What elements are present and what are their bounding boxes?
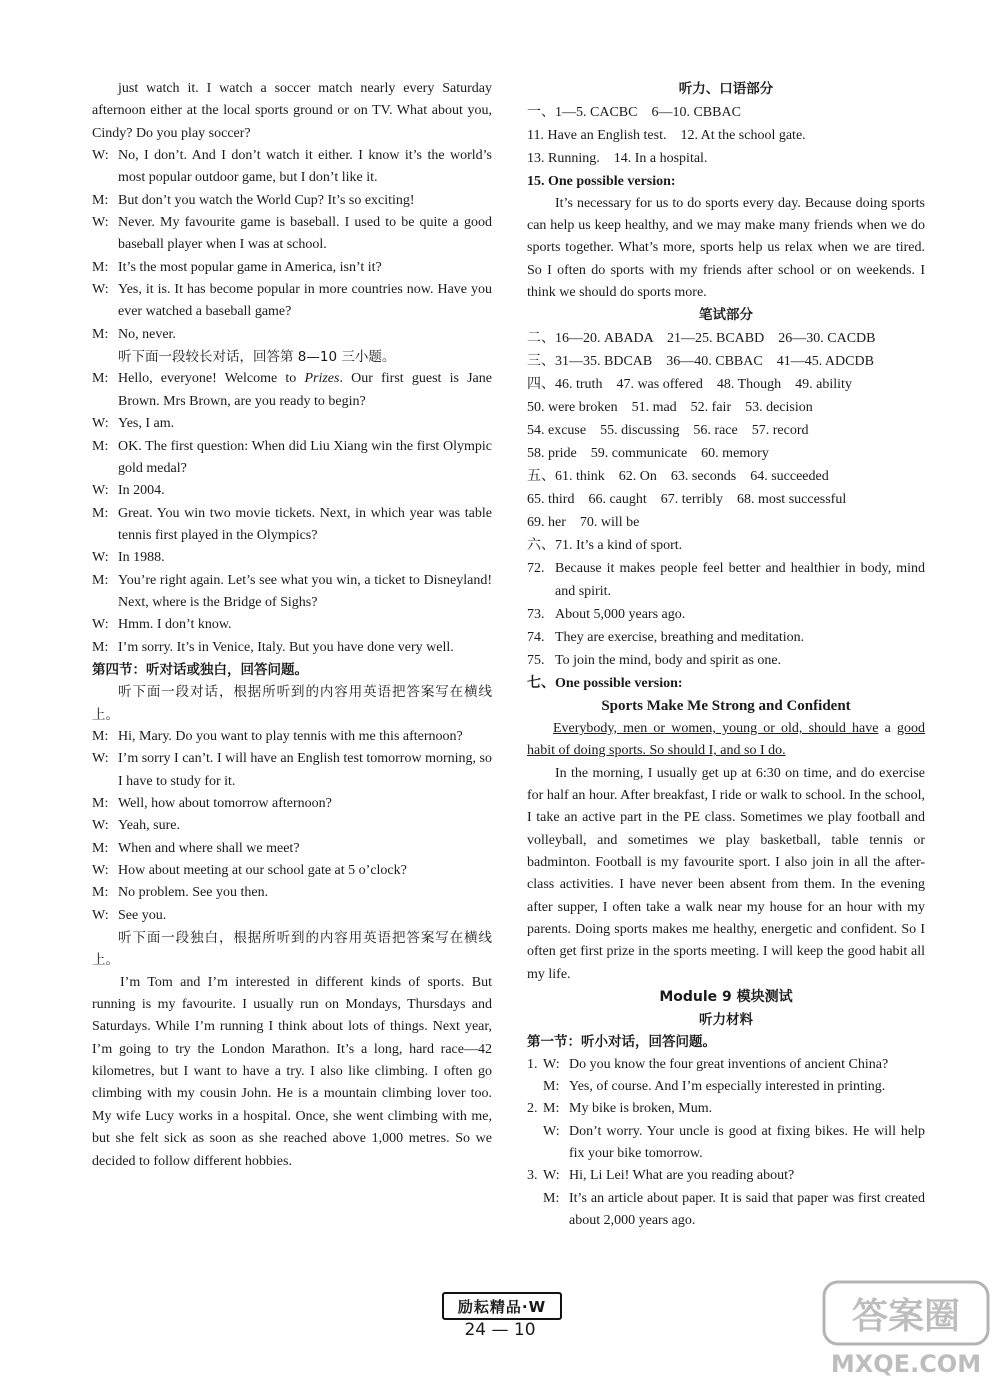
essay-title: Sports Make Me Strong and Confident — [601, 697, 851, 714]
answer-number: 73. — [527, 606, 545, 622]
show-name: Prizes — [304, 371, 340, 387]
monologue: I’m Tom and I’m interested in different kinds of sports. But running is my favourite. I usually run on Mondays, Thursdays and Saturdays. While I’m running I think about lots of things. Next year, I’m going to try the London Marathon. It’s a long, hard race—42 kilometres, but I want to have a try. I also like climbing. I often go climbing with my cousin John. He is a mountain climbing lover too. My wife Lucy works in a hospital. Once, she went climbing with me, but she felt sick as soon as she reached above 1,000 metres. So we decided to follow different hobbies. — [92, 974, 492, 1169]
speaker: M: — [92, 326, 109, 342]
dialogue-line — [92, 257, 492, 279]
answer-item — [527, 649, 925, 672]
answers-listening — [527, 101, 925, 170]
right-column — [527, 78, 925, 1232]
dialogue-line — [92, 614, 492, 636]
speaker: M: — [92, 840, 109, 856]
line-text: Yes, it is. It has become popular in more countries now. Have you ever watched a baseball game? — [118, 282, 492, 320]
module-title: Module 9 模块测试 — [659, 989, 793, 1006]
answer-line: 四、46. truth 47. was offered 48. Though 49. ability — [527, 376, 852, 392]
answer-line: 58. pride 59. communicate 60. memory — [527, 445, 769, 461]
dialogue-number: 2. — [527, 1101, 538, 1117]
instruction-monologue: 听下面一段独白，根据所听到的内容用英语把答案写在横线上。 — [92, 930, 492, 969]
line-text: I’m sorry I can’t. I will have an English test tomorrow morning, so I have to study for it. — [118, 751, 492, 789]
answer-line: 69. her 70. will be — [527, 514, 640, 530]
answer-item — [527, 626, 925, 649]
short-dialogue-line — [527, 1121, 925, 1166]
speaker: M: — [92, 438, 109, 454]
line-text: How about meeting at our school gate at 5 o’clock? — [118, 863, 407, 879]
dialogue-line — [92, 637, 492, 659]
answer-line: 11. Have an English test. 12. At the school gate. — [527, 127, 806, 143]
dialogue-line — [92, 503, 492, 548]
speaker: W: — [92, 148, 109, 164]
short-dialogue-line — [527, 1098, 925, 1120]
answer-15-text: It’s necessary for us to do sports every day. Because doing sports can help us keep healthy, and we may make many friends when we do sports together. What’s more, sports help us relax when we are tired. So I often do sports with my friends after school or on weekends. I think we should do sports more. — [527, 195, 925, 300]
line-text: Hello, everyone! Welcome to Prizes. Our first guest is Jane Brown. Mrs Brown, are you ready to begin? — [118, 371, 492, 409]
speaker: M: — [92, 371, 109, 387]
short-dialogue-line — [527, 1165, 925, 1187]
speaker: M: — [92, 192, 109, 208]
line-text: Hi, Li Lei! What are you reading about? — [569, 1168, 795, 1184]
section-title-listening: 听力、口语部分 — [678, 81, 774, 97]
answer-line: 13. Running. 14. In a hospital. — [527, 150, 708, 166]
dialogue-line — [92, 726, 492, 748]
speaker: W: — [543, 1123, 560, 1139]
dialogue-line — [92, 279, 492, 324]
answer-item — [527, 557, 925, 603]
dialogue-line — [92, 838, 492, 860]
essay-body: In the morning, I usually get up at 6:30 on time, and do exercise for half an hour. After breakfast, I ride or walk to school. In the school, I take an active part in the PE class. Sometimes we play football and volleyball, and sometimes we play basketball, table tennis or badminton. Football is my favourite sport. I also join in all the after-class activities. I have never been absent from them. In the evening after supper, I often take a walk near my house for an hour with my parents. Doing sports makes me healthy, energetic and confident. So I often get first prize in the sports meeting. I will keep the good habit all my life. — [527, 765, 925, 982]
answer-text: Because it makes people feel better and healthier in body, mind and spirit. — [555, 560, 925, 599]
answer-text: About 5,000 years ago. — [555, 606, 686, 622]
dialogue-continuation: just watch it. I watch a soccer match nearly every Saturday afternoon either at the local sports ground or on TV. What about you, Cindy? Do you play soccer? — [92, 81, 492, 141]
dialogue-line — [92, 905, 492, 927]
speaker: W: — [92, 818, 109, 834]
speaker: W: — [92, 617, 109, 633]
answer-15-label: 15. One possible version: — [527, 173, 676, 189]
answer-line: 54. excuse 55. discussing 56. race 57. record — [527, 422, 809, 438]
instruction-dialogue: 听下面一段对话，根据所听到的内容用英语把答案写在横线上。 — [92, 684, 492, 723]
answer-text: They are exercise, breathing and meditation. — [555, 629, 805, 645]
line-text: I’m sorry. It’s in Venice, Italy. But you have done very well. — [118, 639, 454, 655]
dialogue-line — [92, 793, 492, 815]
line-text: OK. The first question: When did Liu Xiang win the first Olympic gold medal? — [118, 438, 492, 476]
section-title-written: 笔试部分 — [699, 307, 753, 324]
dialogue-line — [92, 324, 492, 346]
answer-number: 72. — [527, 560, 545, 576]
line-text: Don’t worry. Your uncle is good at fixing bikes. He will help fix your bike tomorrow. — [569, 1123, 925, 1161]
speaker: W: — [92, 550, 109, 566]
answers-written — [527, 327, 925, 557]
brand-box: 励耘精品·W — [442, 1292, 562, 1320]
dialogue-number: 3. — [527, 1168, 538, 1184]
dialogue-line — [92, 882, 492, 904]
speaker: M: — [92, 728, 109, 744]
speaker: M: — [92, 505, 109, 521]
dialogue-2 — [92, 413, 492, 659]
short-dialogue-line — [527, 1076, 925, 1098]
speaker: W: — [92, 416, 109, 432]
line-text: But don’t you watch the World Cup? It’s so exciting! — [118, 192, 415, 208]
line-text: It’s an article about paper. It is said that paper was first created about 2,000 years ago. — [569, 1190, 925, 1228]
line-text: You’re right again. Let’s see what you win, a ticket to Disneyland! Next, where is the Bridge of Sighs? — [118, 572, 492, 610]
left-column — [92, 78, 492, 1173]
instruction-8-10: 听下面一段较长对话，回答第 8—10 三小题。 — [118, 349, 396, 366]
line-text: Hi, Mary. Do you want to play tennis with me this afternoon? — [118, 728, 463, 744]
dialogue-line — [92, 815, 492, 837]
dialogue-line — [92, 748, 492, 793]
speaker: M: — [92, 639, 109, 655]
line-text: Yeah, sure. — [118, 818, 180, 834]
section-1-title: 第一节：听小对话，回答问题。 — [527, 1034, 716, 1051]
answer-line: 一、1—5. CACBC 6—10. CBBAC — [527, 104, 741, 120]
speaker: W: — [543, 1056, 560, 1072]
answer-item — [527, 603, 925, 626]
watermark-bottom-text: MXQE.COM — [830, 1350, 982, 1378]
line-text: No, never. — [118, 326, 176, 342]
short-dialogues — [527, 1054, 925, 1233]
line-text: My bike is broken, Mum. — [569, 1101, 713, 1117]
dialogue-line — [92, 190, 492, 212]
page-number: 24 — 10 — [464, 1320, 536, 1340]
line-text: Yes, I am. — [118, 416, 175, 432]
listening-material-title: 听力材料 — [699, 1011, 753, 1028]
line-text: No, I don’t. And I don’t watch it either. I know it’s the world’s most popular outdoor game, but I don’t like it. — [118, 148, 492, 186]
dialogue-3 — [92, 726, 492, 927]
line-text: Never. My favourite game is baseball. I used to be quite a good baseball player when I was at school. — [118, 215, 492, 253]
answer-line: 三、31—35. BDCAB 36—40. CBBAC 41—45. ADCDB — [527, 353, 874, 369]
speaker: M: — [92, 885, 109, 901]
dialogue-line — [92, 860, 492, 882]
answer-line: 65. third 66. caught 67. terribly 68. most successful — [527, 491, 847, 507]
watermark-top-text: 答案圈 — [851, 1296, 961, 1337]
short-dialogue-line — [527, 1188, 925, 1233]
dialogue-line — [92, 436, 492, 481]
line-text: Well, how about tomorrow afternoon? — [118, 796, 332, 811]
line-text: When and where shall we meet? — [118, 840, 300, 856]
answer-text: To join the mind, body and spirit as one. — [555, 652, 782, 668]
speaker: W: — [92, 215, 109, 231]
dialogue-number: 1. — [527, 1056, 538, 1072]
speaker: M: — [543, 1078, 560, 1094]
answer-line: 二、16—20. ABADA 21—25. BCABD 26—30. CACDB — [527, 330, 876, 346]
line-text: Yes, of course. And I’m especially interested in printing. — [569, 1078, 886, 1094]
watermark-logo — [818, 1276, 994, 1380]
speaker: W: — [92, 483, 109, 499]
dialogue-line — [92, 547, 492, 569]
section-4-title: 第四节：听对话或独白，回答问题。 — [92, 661, 308, 678]
speaker: W: — [92, 863, 109, 879]
dialogue-line — [92, 368, 492, 413]
answer-line: 50. were broken 51. mad 52. fair 53. decision — [527, 399, 813, 415]
dialogue-line — [92, 212, 492, 257]
dialogue-line — [92, 413, 492, 435]
line-text: See you. — [118, 907, 167, 923]
speaker: M: — [92, 796, 109, 811]
short-dialogue-line — [527, 1054, 925, 1076]
dialogue-line — [92, 570, 492, 615]
line-text: In 2004. — [118, 483, 165, 499]
speaker: M: — [543, 1190, 560, 1206]
essay-first-sentence: Everybody, men or women, young or old, should have a good habit of doing sports. So should I, and so I do. — [527, 720, 925, 759]
speaker: M: — [543, 1101, 560, 1117]
speaker: W: — [92, 751, 109, 767]
dialogue-line — [92, 480, 492, 502]
dialogue-line — [92, 145, 492, 190]
line-text: No problem. See you then. — [118, 885, 269, 901]
line-text: Do you know the four great inventions of ancient China? — [569, 1056, 889, 1072]
answer-7-label: 七、One possible version: — [527, 675, 683, 691]
answer-number: 75. — [527, 652, 545, 668]
speaker: M: — [92, 259, 109, 275]
line-text: It’s the most popular game in America, isn’t it? — [118, 259, 382, 275]
speaker: M: — [92, 572, 109, 588]
answer-line: 五、61. think 62. On 63. seconds 64. succeeded — [527, 468, 829, 484]
line-text: In 1988. — [118, 550, 165, 566]
speaker: W: — [543, 1168, 560, 1184]
speaker: W: — [92, 907, 109, 923]
answer-number: 74. — [527, 629, 545, 645]
line-text: Great. You win two movie tickets. Next, in which year was table tennis first played in the Olympics? — [118, 505, 492, 543]
dialogue-1 — [92, 145, 492, 346]
answer-line: 六、71. It’s a kind of sport. — [527, 537, 683, 553]
speaker: W: — [92, 282, 109, 298]
line-text: Hmm. I don’t know. — [118, 617, 232, 633]
answers-72-75 — [527, 557, 925, 672]
